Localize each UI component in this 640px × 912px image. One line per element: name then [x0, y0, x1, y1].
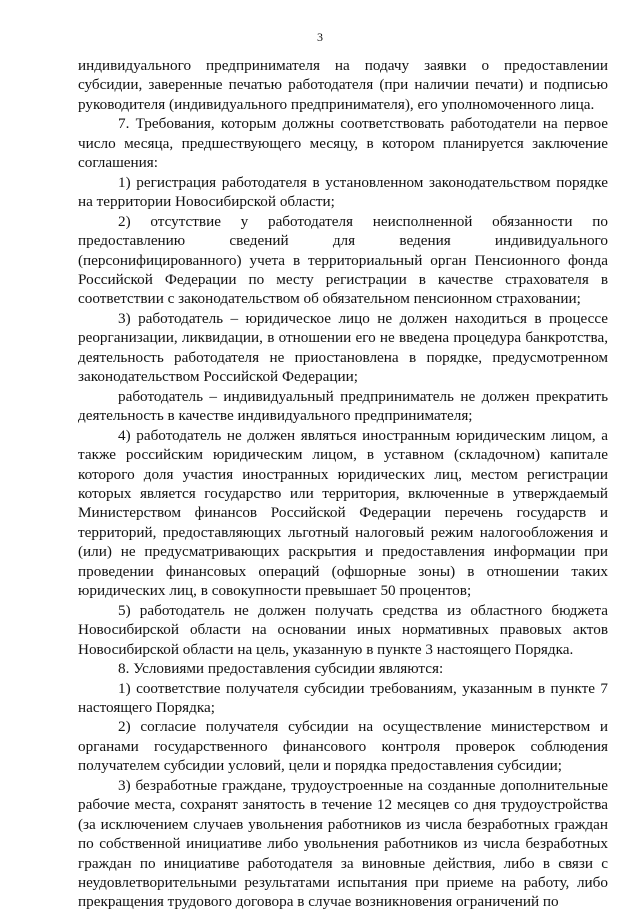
paragraph: индивидуального предпринимателя на подачу заявки о предоставлении субсидии, заверенные печатью работодателя (при наличии печати) и подписью руководителя (индивидуального предпринимателя), его уполномоченного лица. [78, 57, 608, 113]
paragraph: 5) работодатель не должен получать средства из областного бюджета Новосибирской области на основании иных нормативных правовых актов Новосибирской области на цель, указанную в пункте 3 настоящего Порядка. [78, 601, 608, 658]
document-body [78, 56, 608, 912]
paragraph: 3) безработные граждане, трудоустроенные на созданные дополнительные рабочие места, сохранят занятость в течение 12 месяцев со дня трудоустройства (за исключением случаев увольнения работников из числа безработных граждан по собственной инициативе либо увольнения работников из числа безработных граждан по инициативе работодателя за виновные действия, либо в связи с неудовлетворительными результатами испытания при приеме на работу, либо прекращения трудового договора в случае возникновения ограничений по [78, 776, 608, 911]
paragraph: 1) соответствие получателя субсидии требованиям, указанным в пункте 7 настоящего Порядка; [78, 679, 608, 716]
paragraph: 7. Требования, которым должны соответствовать работодатели на первое число месяца, предшествующего месяцу, в котором планируется заключение соглашения: [78, 115, 608, 172]
page-number: 3 [317, 30, 323, 44]
paragraph: 1) регистрация работодателя в установленном законодательством порядке на территории Новосибирской области; [78, 173, 608, 211]
paragraph: 2) согласие получателя субсидии на осуществление министерством и органами государственного финансового контроля проверок соблюдения получателем субсидии условий, цели и порядка предоставления субсидии; [78, 718, 608, 775]
paragraph: 8. Условиями предоставления субсидии являются: [118, 660, 444, 678]
paragraph: 3) работодатель – юридическое лицо не должен находиться в процессе реорганизации, ликвидации, в отношении его не введена процедура банкротства, деятельность работодателя не приостановлена в порядке, предусмотренном законодательством Российской Федерации; [78, 309, 608, 386]
paragraph: 2) отсутствие у работодателя неисполненной обязанности по предоставлению сведений для ведения индивидуального (персонифицированного) учета в территориальный орган Пенсионного фонда Российской Федерации по месту регистрации в качестве страхователя в соответствии с законодательством об обязательном пенсионном страховании; [78, 212, 608, 308]
paragraph: 4) работодатель не должен являться иностранным юридическим лицом, а также российским юридическим лицом, в уставном (складочном) капитале которого доля участия иностранных юридических лиц, местом регистрации которых является государство или территория, включенные в утверждаемый Министерством финансов Российской Федерации перечень государств и территорий, предоставляющих льготный налоговый режим налогообложения и (или) не предусматривающих раскрытия и предоставления информации при проведении финансовых операций (офшорные зоны) в отношении таких юридических лиц, в совокупности превышает 50 процентов; [78, 426, 608, 600]
paragraph: работодатель – индивидуальный предприниматель не должен прекратить деятельность в качестве индивидуального предпринимателя; [78, 387, 608, 425]
